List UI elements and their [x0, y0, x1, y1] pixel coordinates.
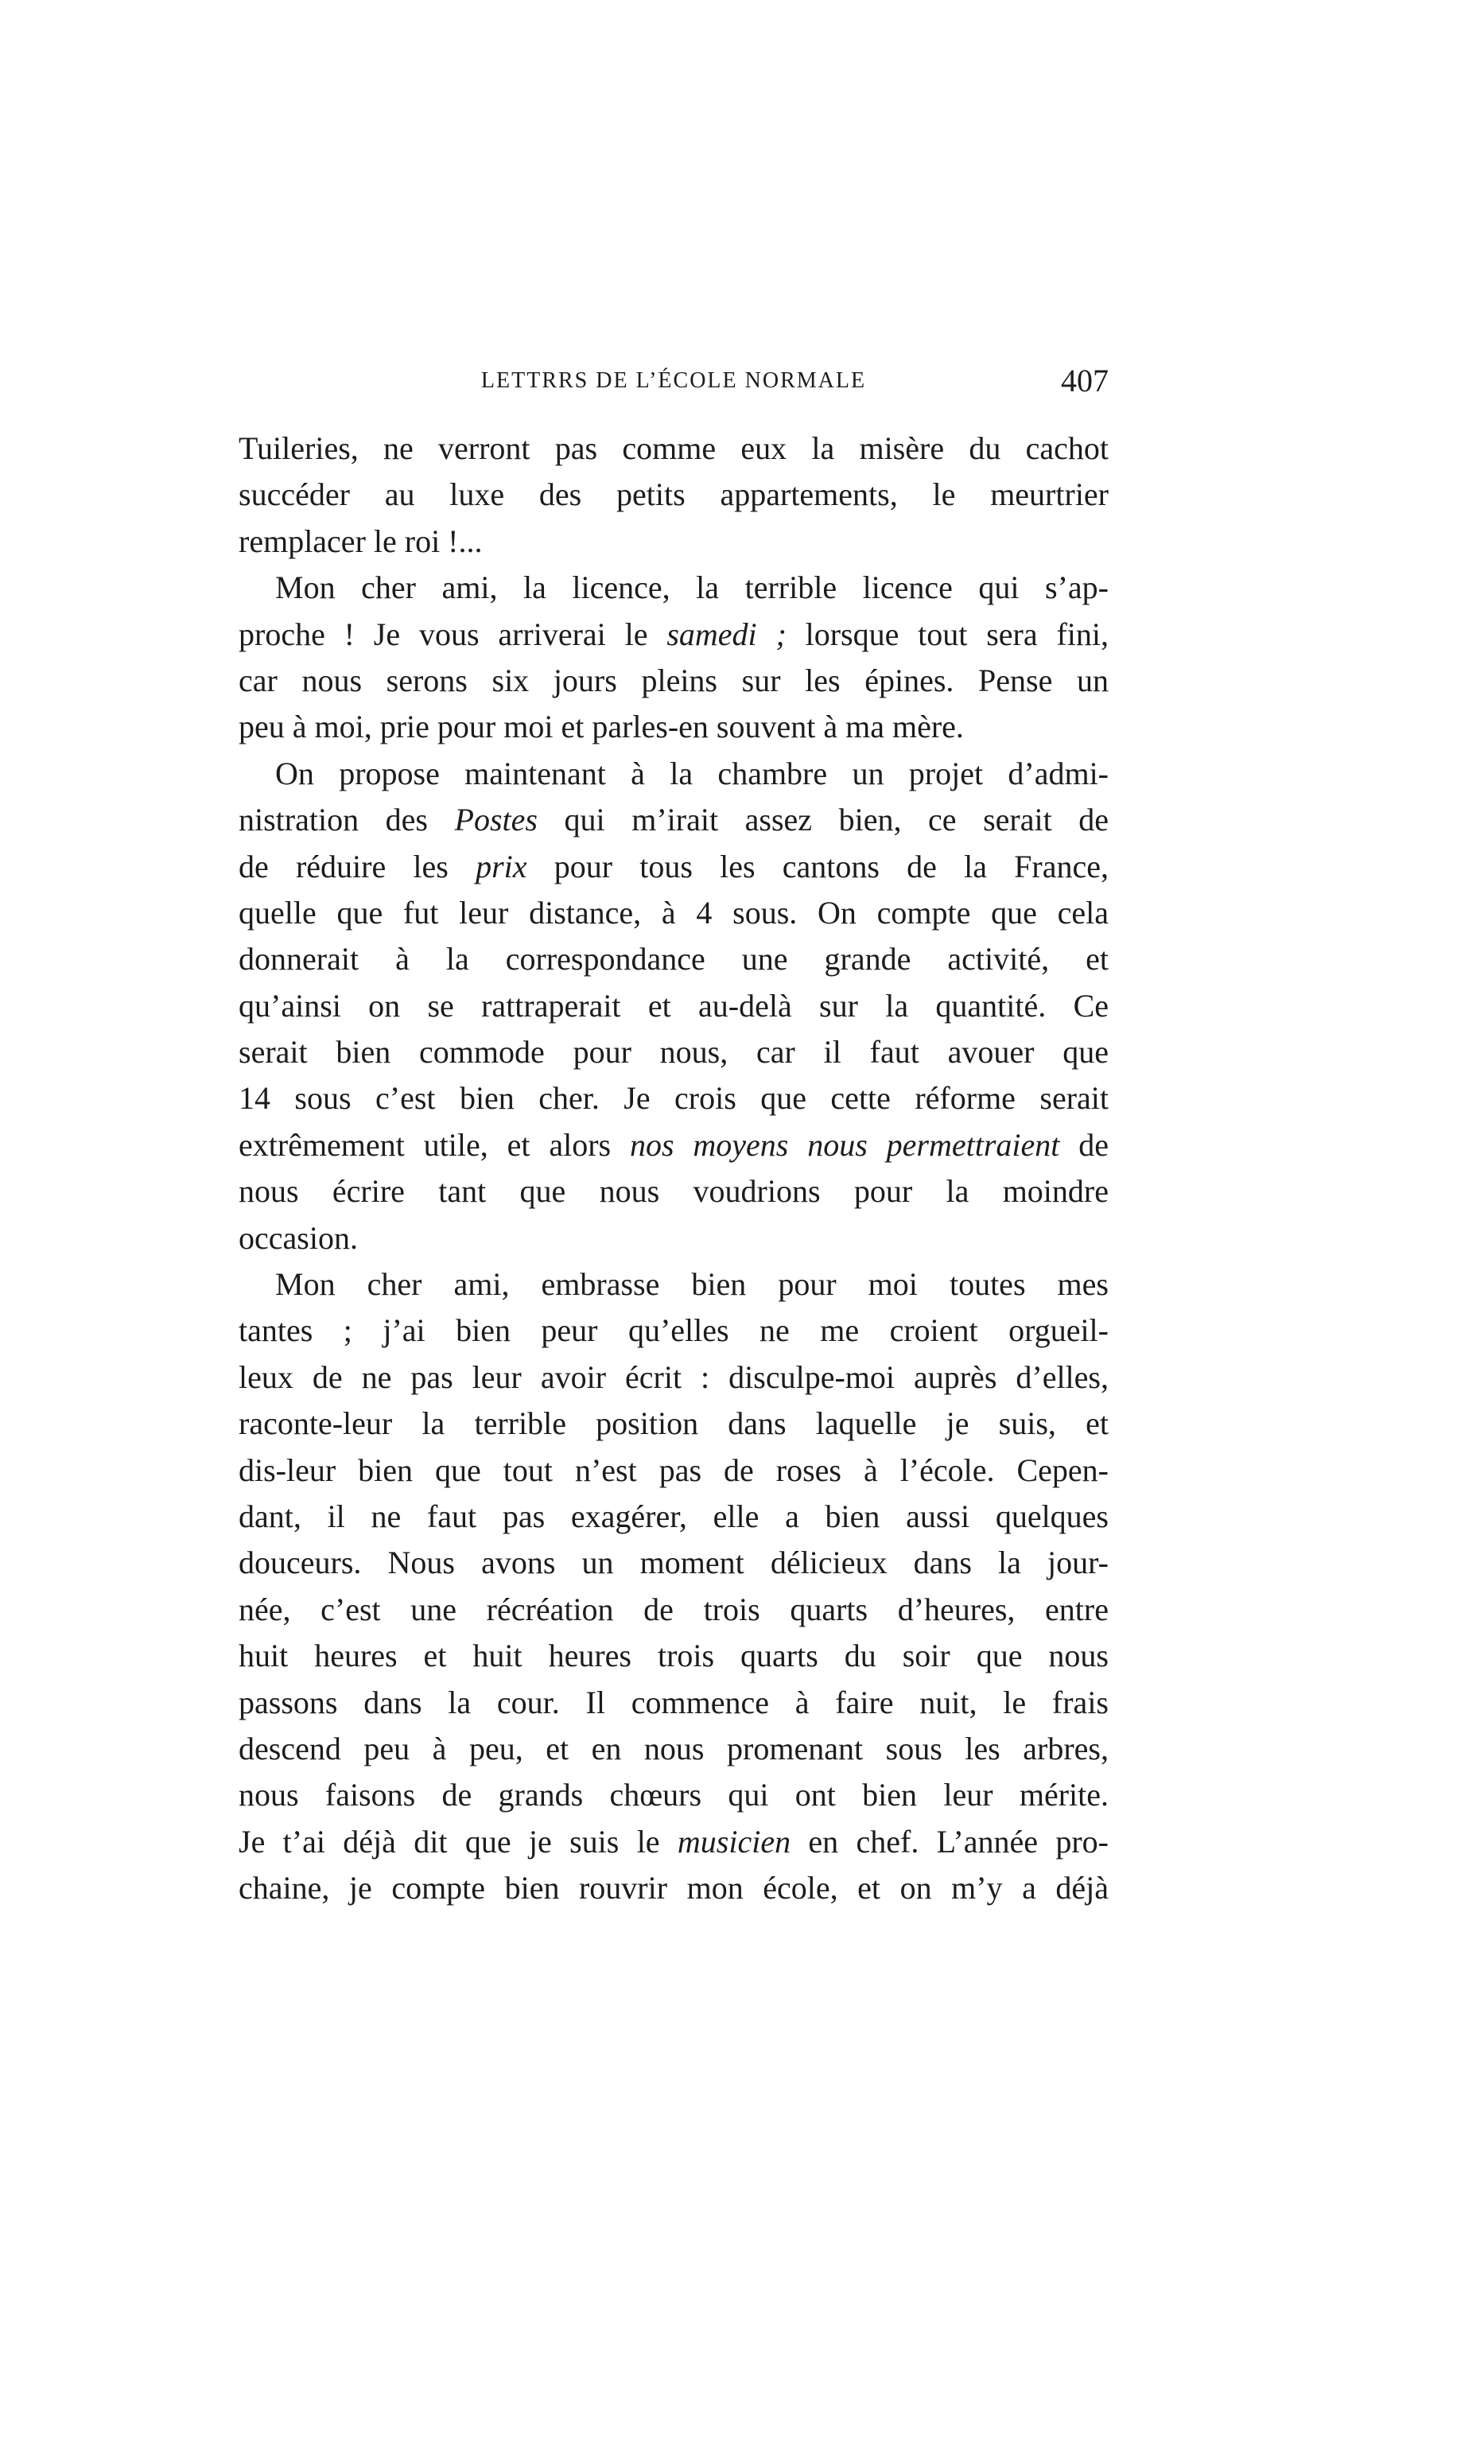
text-line: nistration des Postes qui m’irait assez bien, ce serait de — [239, 802, 1109, 838]
text-line: On propose maintenant à la chambre un projet d’admi- — [275, 755, 1109, 791]
text-line: serait bien commode pour nous, car il faut avouer que — [239, 1034, 1109, 1071]
italic-text: prix — [476, 848, 527, 884]
text-line: extrêmement utile, et alors nos moyens nous permettraient de — [239, 1126, 1109, 1163]
text-line: peu à moi, prie pour moi et parles-en souvent à ma mère. — [239, 709, 964, 745]
text-line: donnerait à la correspondance une grande activité, et — [239, 941, 1109, 977]
text-line: proche ! Je vous arriverai le samedi ; lorsque tout sera fini, — [239, 616, 1109, 652]
text-line: occasion. — [239, 1219, 358, 1256]
text-line: huit heures et huit heures trois quarts du soir que nous — [239, 1638, 1109, 1674]
text-line: dant, il ne faut pas exagérer, elle a bien aussi quelques — [239, 1498, 1109, 1534]
text-line: douceurs. Nous avons un moment délicieux dans la jour- — [239, 1545, 1109, 1581]
text-line: nous écrire tant que nous voudrions pour la moindre — [239, 1173, 1109, 1210]
text-line: leux de ne pas leur avoir écrit : disculpe-moi auprès d’elles, — [239, 1358, 1109, 1395]
text-line: car nous serons six jours pleins sur les épines. Pense un — [239, 662, 1109, 698]
text-line: Je t’ai déjà dit que je suis le musicien en chef. L’année pro- — [239, 1823, 1109, 1860]
text-line: tantes ; j’ai bien peur qu’elles ne me croient orgueil- — [239, 1312, 1109, 1349]
italic-text: musicien — [677, 1823, 791, 1860]
text-line: Mon cher ami, la licence, la terrible licence qui s’ap- — [275, 569, 1109, 606]
text-line: 14 sous c’est bien cher. Je crois que cette réforme serait — [239, 1080, 1109, 1117]
text-line: chaine, je compte bien rouvrir mon école, et on m’y a déjà — [239, 1870, 1109, 1906]
italic-text: nos moyens nous permettraient — [629, 1126, 1060, 1163]
text-line: qu’ainsi on se rattraperait et au-delà sur la quantité. Ce — [239, 987, 1109, 1024]
text-line: passons dans la cour. Il commence à faire nuit, le frais — [239, 1684, 1109, 1720]
page-number: 407 — [1061, 363, 1109, 398]
text-line: dis-leur bien que tout n’est pas de roses à l’école. Cepen- — [239, 1452, 1109, 1488]
text-line: descend peu à peu, et en nous promenant sous les arbres, — [239, 1730, 1109, 1766]
text-line: Mon cher ami, embrasse bien pour moi toutes mes — [275, 1266, 1109, 1303]
text-line: de réduire les prix pour tous les cantons de la France, — [239, 848, 1109, 884]
text-line: née, c’est une récréation de trois quarts d’heures, entre — [239, 1591, 1109, 1627]
text-line: nous faisons de grands chœurs qui ont bien leur mérite. — [239, 1777, 1109, 1813]
italic-text: Postes — [454, 802, 538, 838]
text-line: raconte-leur la terrible position dans laquelle je suis, et — [239, 1405, 1109, 1442]
running-head — [239, 362, 1109, 410]
body-text — [239, 426, 1109, 1912]
text-line: succéder au luxe des petits appartements, le meurtrier — [239, 476, 1109, 513]
text-line: quelle que fut leur distance, à 4 sous. On compte que cela — [239, 894, 1109, 931]
text-line: Tuileries, ne verront pas comme eux la misère du cachot — [239, 430, 1109, 466]
running-title: LETTRRS DE L’ÉCOLE NORMALE — [480, 368, 867, 393]
italic-text: samedi ; — [666, 616, 787, 652]
text-line: remplacer le roi !... — [239, 523, 483, 559]
